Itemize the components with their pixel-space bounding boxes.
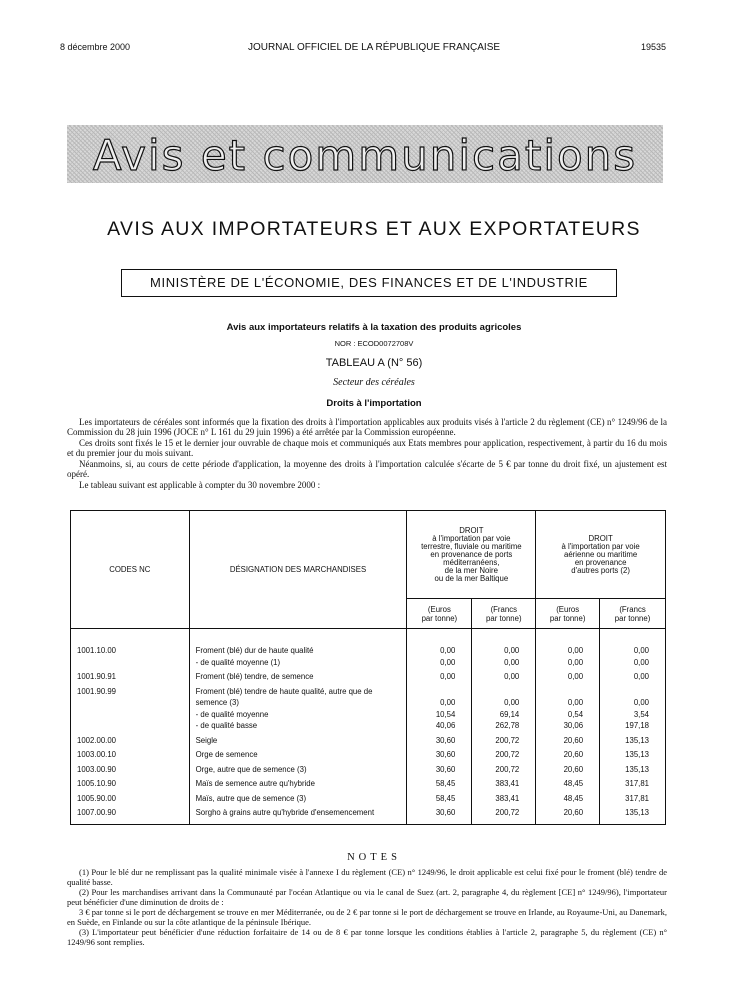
nc-code-cell [71, 683, 190, 732]
designation: - de qualité moyenne (1) [195, 657, 281, 667]
notes-title: NOTES [347, 852, 401, 863]
header-line: méditerranéens, [443, 558, 500, 567]
duty-euros-med-cell [407, 629, 472, 669]
nc-code: 1001.90.99 [77, 686, 117, 696]
nc-code-cell [71, 790, 190, 805]
duty-francs-other: 317,81 [625, 793, 649, 803]
header-line: DROIT [588, 534, 613, 543]
unit-line: (Francs [619, 604, 646, 614]
duty-euros-med-cell [407, 683, 472, 732]
duty-francs-other-cell [600, 761, 666, 776]
duty-euros-other-cell [536, 746, 600, 761]
duty-francs-med: 200,72 [495, 764, 520, 774]
table-row [71, 746, 666, 761]
duty-francs-med: 200,72 [495, 735, 520, 745]
header-line: ou de la mer Baltique [434, 574, 509, 583]
duty-francs-med-cell [472, 683, 536, 732]
header-date: 8 décembre 2000 [60, 42, 131, 52]
duty-francs-other-cell [600, 668, 666, 683]
duty-euros-other-cell [536, 668, 600, 683]
nc-code-cell [71, 732, 190, 747]
duty-euros-med-cell [407, 761, 472, 776]
duty-euros-med-cell [407, 746, 472, 761]
nc-code: 1005.10.90 [77, 779, 117, 788]
duty-francs-med: 383,41 [495, 793, 520, 803]
table-row [71, 804, 666, 824]
duty-francs-med-cell [472, 775, 536, 790]
table-row [71, 790, 666, 805]
body-text [67, 417, 667, 491]
nc-code: 1003.00.90 [77, 764, 117, 774]
duty-euros-other: 20,60 [563, 750, 584, 759]
duty-euros-med-cell [407, 775, 472, 790]
header-line: d'autres ports (2) [571, 566, 630, 575]
header-line: de la mer Noire [444, 566, 498, 575]
designation: Maïs, autre que de semence (3) [195, 793, 307, 803]
duty-euros-med-cell [407, 668, 472, 683]
duty-euros-other-cell [536, 732, 600, 747]
header-page-number: 19535 [640, 42, 666, 52]
designation-cell [189, 775, 407, 790]
nc-code: 1001.10.00 [77, 646, 117, 655]
unit-line: (Francs [490, 604, 517, 614]
designation-cell [189, 746, 407, 761]
duty-euros-other-cell [536, 790, 600, 805]
note: (2) Pour les marchandises arrivant dans la Communauté par l'océan Atlantique ou via le canal de Suez (art. 2, paragraphe 4, du règlement [CE] n° 1249/96), l'importateur peut bénéficier d'une diminution de droits de : [67, 887, 667, 907]
table-body [71, 629, 666, 825]
table-row [71, 732, 666, 747]
duty-francs-other: 0,00 [633, 657, 649, 667]
duty-francs-other [600, 686, 665, 698]
col-header-codes: CODES NC [71, 511, 190, 629]
duty-francs-other: 135,13 [625, 735, 649, 745]
duty-francs-other: 197,18 [625, 721, 649, 730]
duty-euros-med: 30,60 [435, 808, 456, 817]
duty-francs-other: 0,00 [633, 646, 649, 655]
unit-line: par tonne) [614, 613, 651, 623]
duty-euros-other: 20,60 [563, 808, 584, 817]
header-line: terrestre, fluviale ou maritime [421, 542, 522, 551]
duty-euros-other-cell [536, 683, 600, 732]
duty-francs-other-cell [600, 732, 666, 747]
duty-euros-med: 30,60 [435, 750, 456, 759]
header-line: à l'importation par voie [561, 542, 640, 551]
note: (1) Pour le blé dur ne remplissant pas la qualité minimale visée à l'annexe I du règlement (CE) n° 1249/96, le droit applicable est celui fixé pour le froment (blé) tendre de qualité basse. [67, 867, 667, 887]
col-header-droit-other-ports [536, 511, 666, 599]
designation: Orge de semence [195, 750, 258, 759]
paragraph: Néanmoins, si, au cours de cette période d'application, la moyenne des droits à l'importation calculée s'écarte de 5 € par tonne du droit fixé, un ajustement est opéré. [67, 459, 667, 480]
nc-code-cell [71, 775, 190, 790]
section-banner [67, 125, 663, 183]
duty-francs-other: 317,81 [625, 779, 649, 788]
duty-francs-med-cell [472, 629, 536, 669]
paragraph: Les importateurs de céréales sont informés que la fixation des droits à l'importation applicables aux produits visés à l'article 2 du règlement (CE) n° 1249/96 de la Commission du 28 juin 1996 (JOCE n° L 161 du 29 juin 1996) a été arrêtée par la Commission européenne. [67, 417, 667, 438]
duty-euros-med: 58,45 [435, 793, 456, 803]
section-banner-title: Avis et communications [92, 131, 638, 180]
nor-reference: NOR : ECOD0072708V [334, 339, 414, 348]
note: 3 € par tonne si le port de déchargement se trouve en mer Méditerranée, ou de 2 € par tonne si le port de déchargement se trouve en Irlande, au Royaume-Uni, au Danemark, en Suède, en Finlande ou sur la côte atlantique de la péninsule Ibérique. [67, 907, 667, 927]
duty-francs-med: 0,00 [504, 698, 520, 707]
unit-line: (Euros [427, 604, 451, 614]
table-row [71, 761, 666, 776]
duty-euros-other: 0,00 [567, 646, 584, 655]
designation-cell [189, 629, 407, 669]
tableau-label: TABLEAU A (N° 56) [325, 357, 423, 369]
subheader-euros [536, 599, 600, 629]
duty-euros-other: 0,54 [567, 709, 584, 719]
duty-francs-med-cell [472, 746, 536, 761]
duty-euros-med: 0,00 [440, 672, 456, 681]
duty-euros-med: 10,54 [435, 709, 456, 719]
table-row [71, 629, 666, 669]
designation-cell [189, 683, 407, 732]
duty-francs-med-cell [472, 761, 536, 776]
notes [67, 868, 667, 948]
duty-francs-other-cell [600, 746, 666, 761]
designation-cell [189, 668, 407, 683]
subheader-euros [407, 599, 472, 629]
duty-francs-med [472, 686, 535, 698]
duty-euros-med [407, 686, 471, 698]
designation: Seigle [195, 735, 218, 745]
duty-francs-other: 135,13 [625, 808, 649, 817]
duty-francs-med: 383,41 [495, 779, 520, 788]
paragraph: Ces droits sont fixés le 15 et le dernier jour ouvrable de chaque mois et communiqués aux Etats membres pour application, respectivement, à partir du 16 du mois et du premier jour du mois suivant. [67, 438, 667, 459]
nc-code-cell [71, 804, 190, 824]
designation: Maïs de semence autre qu'hybride [195, 779, 315, 788]
subheader-francs [472, 599, 536, 629]
header-line: à l'importation par voie [432, 534, 511, 543]
header-journal-title: JOURNAL OFFICIEL DE LA RÉPUBLIQUE FRANÇAISE [247, 42, 501, 53]
nc-code-cell [71, 761, 190, 776]
nc-code: 1001.90.91 [77, 672, 117, 681]
duty-francs-other-cell [600, 790, 666, 805]
sector-label: Secteur des céréales [333, 377, 415, 388]
note: (3) L'importateur peut bénéficier d'une réduction forfaitaire de 14 ou de 8 € par tonne lorsque les conditions établies à l'article 2, paragraphe 5, du règlement (CE) n° 1249/96 sont remplies. [67, 927, 667, 947]
duty-francs-other-cell [600, 775, 666, 790]
duty-francs-other-cell [600, 629, 666, 669]
duty-euros-med: 58,45 [435, 779, 456, 788]
designation: Froment (blé) tendre, de semence [195, 672, 314, 681]
duty-francs-med: 262,78 [495, 721, 520, 730]
duty-euros-other: 48,45 [563, 793, 584, 803]
col-header-droit-mediterranean [407, 511, 536, 599]
table-row [71, 775, 666, 790]
designation: - de qualité basse [195, 721, 258, 730]
duty-francs-med: 0,00 [504, 657, 520, 667]
header-line: en provenance [574, 558, 627, 567]
designation: Orge, autre que de semence (3) [195, 764, 307, 774]
duty-euros-med: 30,60 [435, 735, 456, 745]
designation: Sorgho à grains autre qu'hybride d'ensemencement [195, 808, 375, 817]
duty-euros-other [536, 686, 599, 698]
duty-euros-med: 0,00 [440, 698, 456, 707]
nc-code-cell [71, 629, 190, 669]
duty-euros-other: 30,06 [563, 721, 584, 730]
duty-francs-med: 0,00 [504, 672, 520, 681]
table-row [71, 683, 666, 732]
duty-francs-med-cell [472, 732, 536, 747]
nc-code: 1002.00.00 [77, 735, 117, 745]
designation-cell [189, 761, 407, 776]
nc-code-cell [71, 746, 190, 761]
duty-euros-other-cell [536, 761, 600, 776]
notice-title: Avis aux importateurs relatifs à la taxation des produits agricoles [226, 322, 522, 333]
duty-francs-other: 135,13 [625, 750, 649, 759]
duty-francs-med: 69,14 [499, 709, 520, 719]
duty-euros-other: 0,00 [567, 698, 584, 707]
main-title: AVIS AUX IMPORTATEURS ET AUX EXPORTATEURS [107, 218, 641, 240]
table-row [71, 668, 666, 683]
designation: - de qualité moyenne [195, 709, 269, 719]
header-line: DROIT [459, 526, 484, 535]
ministry-box: MINISTÈRE DE L'ÉCONOMIE, DES FINANCES ET DE L'INDUSTRIE [121, 269, 617, 297]
designation: semence (3) [195, 698, 239, 707]
unit-line: par tonne) [549, 613, 586, 623]
duty-francs-other: 135,13 [625, 764, 649, 774]
duties-heading: Droits à l'importation [326, 398, 422, 409]
unit-line: par tonne) [421, 613, 458, 623]
designation-cell [189, 732, 407, 747]
duty-euros-other: 20,60 [563, 735, 584, 745]
duty-euros-other: 0,00 [567, 657, 584, 667]
nc-code-cell [71, 668, 190, 683]
duty-euros-other: 48,45 [563, 779, 584, 788]
duty-francs-other-cell [600, 804, 666, 824]
duty-francs-other: 0,00 [633, 672, 649, 681]
duty-euros-other-cell [536, 629, 600, 669]
duty-francs-med: 0,00 [504, 646, 520, 655]
subheader-francs [600, 599, 666, 629]
duty-euros-other: 20,60 [563, 764, 584, 774]
paragraph: Le tableau suivant est applicable à compter du 30 novembre 2000 : [79, 480, 321, 491]
duty-euros-med: 30,60 [435, 764, 456, 774]
designation: Froment (blé) tendre de haute qualité, autre que de [195, 686, 373, 696]
unit-line: par tonne) [486, 613, 522, 623]
nc-code: 1007.00.90 [77, 808, 117, 817]
duty-francs-med: 200,72 [495, 750, 520, 759]
header-line: en provenance de ports [430, 550, 513, 559]
duty-euros-other-cell [536, 775, 600, 790]
duty-francs-med-cell [472, 790, 536, 805]
designation-cell [189, 804, 407, 824]
duty-euros-med: 0,00 [440, 657, 456, 667]
duty-euros-med: 40,06 [435, 721, 456, 730]
col-header-designation: DÉSIGNATION DES MARCHANDISES [189, 511, 407, 629]
duty-francs-other: 3,54 [633, 709, 649, 719]
nc-code: 1005.90.00 [77, 793, 117, 803]
duty-francs-other-cell [600, 683, 666, 732]
designation: Froment (blé) dur de haute qualité [195, 646, 314, 655]
header-line: aérienne ou maritime [564, 550, 638, 559]
duty-euros-med-cell [407, 732, 472, 747]
nc-code: 1003.00.10 [77, 750, 117, 759]
duty-euros-med-cell [407, 790, 472, 805]
duty-euros-other-cell [536, 804, 600, 824]
duty-euros-other: 0,00 [567, 672, 584, 681]
duty-francs-med-cell [472, 804, 536, 824]
duty-francs-med-cell [472, 668, 536, 683]
duty-euros-med-cell [407, 804, 472, 824]
designation-cell [189, 790, 407, 805]
duty-francs-other: 0,00 [633, 698, 649, 707]
unit-line: (Euros [556, 604, 580, 614]
duty-euros-med: 0,00 [440, 646, 456, 655]
duty-francs-med: 200,72 [495, 808, 520, 817]
duties-table [70, 510, 666, 825]
